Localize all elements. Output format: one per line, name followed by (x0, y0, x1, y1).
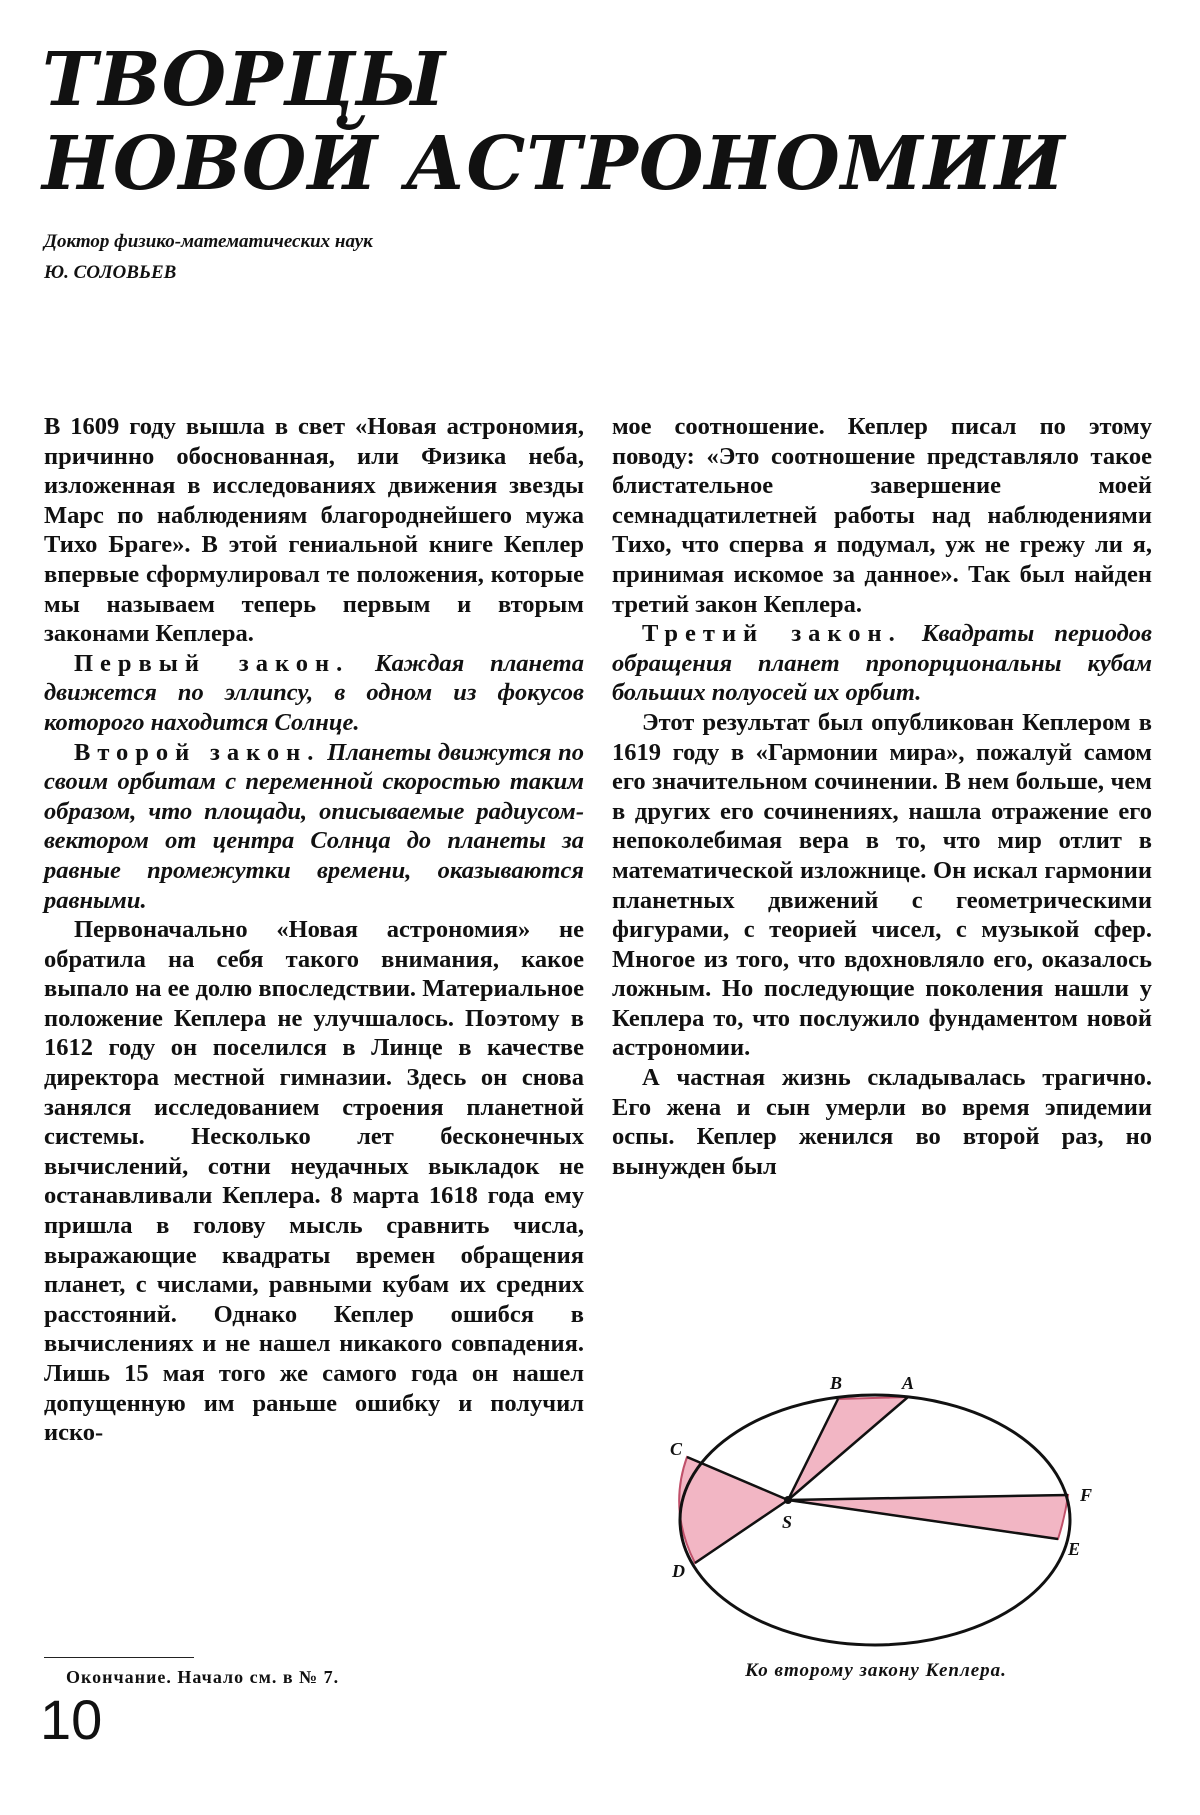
paragraph: А частная жизнь складывалась трагично. Его жена и сын умерли во время эпидемии оспы. Кеплер женился во второй раз, но вынужден был (612, 1064, 1152, 1180)
first-law-paragraph (44, 649, 584, 738)
text-column-right (612, 412, 1152, 1181)
author-degree: Доктор физико-математических наук (44, 231, 373, 252)
third-law-paragraph (612, 619, 1152, 708)
paragraph: Этот результат был опубликован Кеплером в 1619 году в «Гармонии мира», пожалуй самом его значительном сочинении. В нем больше, чем в других его сочинениях, нашла отражение его непоколебимая вера в то, что мир отлит в математической изложнице. Он искал гармонии планетных движений с геометрическими фигурами, с теорией чисел, с музыкой сфер. Многое из того, что вдохновляло его, оказалось ложным. Но последующие поколения нашли у Кеплера то, что послужило фундаментом новой астрономии. (612, 708, 1152, 1062)
second-law-label: Второй закон. (74, 738, 321, 766)
third-law-label: Третий закон. (642, 620, 902, 648)
paragraph: мое соотношение. Кеплер писал по этому поводу: «Это соотношение представляло такое блистательное завершение моей семнадцатилетней работы над наблюдениями Тихо, что сперва я подумал, уж не грежу ли я, принимая искомое за данное». Так был найден третий закон Кеплера. (612, 413, 1152, 618)
article-title (42, 38, 1066, 206)
title-line-2: НОВОЙ АСТРОНОМИИ (42, 121, 1066, 207)
title-line-1: ТВОРЦЫ (42, 37, 447, 123)
first-law-label: Первый закон. (74, 649, 350, 677)
paragraph: В 1609 году вышла в свет «Новая астрономия, причинно обоснованная, или Физика неба, изложенная в исследованиях движения звезды Марс по наблюдениям благороднейшего мужа Тихо Браге». В этой гениальной книге Кеплер впервые сформулировал те положения, которые мы называем теперь первым и вторым законами Кеплера. (44, 413, 584, 648)
author-block (44, 226, 373, 288)
label-D: D (672, 1561, 685, 1581)
footnote-rule (44, 1657, 194, 1658)
label-E: E (1068, 1539, 1081, 1559)
label-F: F (1080, 1485, 1093, 1505)
footnote: Окончание. Начало см. в № 7. (66, 1667, 340, 1687)
second-law-text: Планеты движутся по своим орбитам с переменной скоростью таким образом, что площади, описываемые радиусом-вектором от центра Солнца до планеты за равные промежутки времени, оказываются равными. (44, 738, 584, 914)
page-number: 10 (40, 1688, 103, 1751)
text-column-left (44, 412, 584, 1448)
label-A: A (902, 1373, 915, 1393)
paragraph: Первоначально «Новая астрономия» не обратила на себя такого внимания, какое выпало на ее долю впоследствии. Материальное положение Кеплера не улучшалось. Поэтому в 1612 году он поселился в Линце в качестве директора местной гимназии. Здесь он снова занялся исследованием строения планетной системы. Несколько лет бесконечных вычислений, сотни неудачных выкладок не останавливали Кеплера. 8 марта 1618 года ему пришла в голову мысль сравнить числа, выражающие квадраты времен обращения планет, с числами, равными кубам их средних расстояний. Однако Кеплер ошибся в вычислениях и не нашел никакого совпадения. Лишь 15 мая того же самого года он нашел допущенную им раньше ошибку и получил иско- (44, 916, 584, 1447)
figure-caption: Ко второму закону Кеплера. (745, 1660, 1007, 1681)
second-law-paragraph (44, 738, 584, 916)
author-name: Ю. СОЛОВЬЕВ (44, 262, 177, 283)
third-law-text: Квадраты периодов обращения планет пропорциональны кубам больших полуосей их орбит. (612, 620, 1152, 707)
label-S: S (782, 1512, 793, 1532)
sector-EF (788, 1495, 1068, 1539)
sun-point (784, 1496, 792, 1504)
label-C: C (670, 1439, 683, 1459)
kepler-second-law-diagram (640, 1355, 1110, 1675)
label-B: B (830, 1373, 843, 1393)
first-law-text: Каждая планета движется по эллипсу, в одном из фокусов которого находится Солнце. (44, 649, 584, 736)
